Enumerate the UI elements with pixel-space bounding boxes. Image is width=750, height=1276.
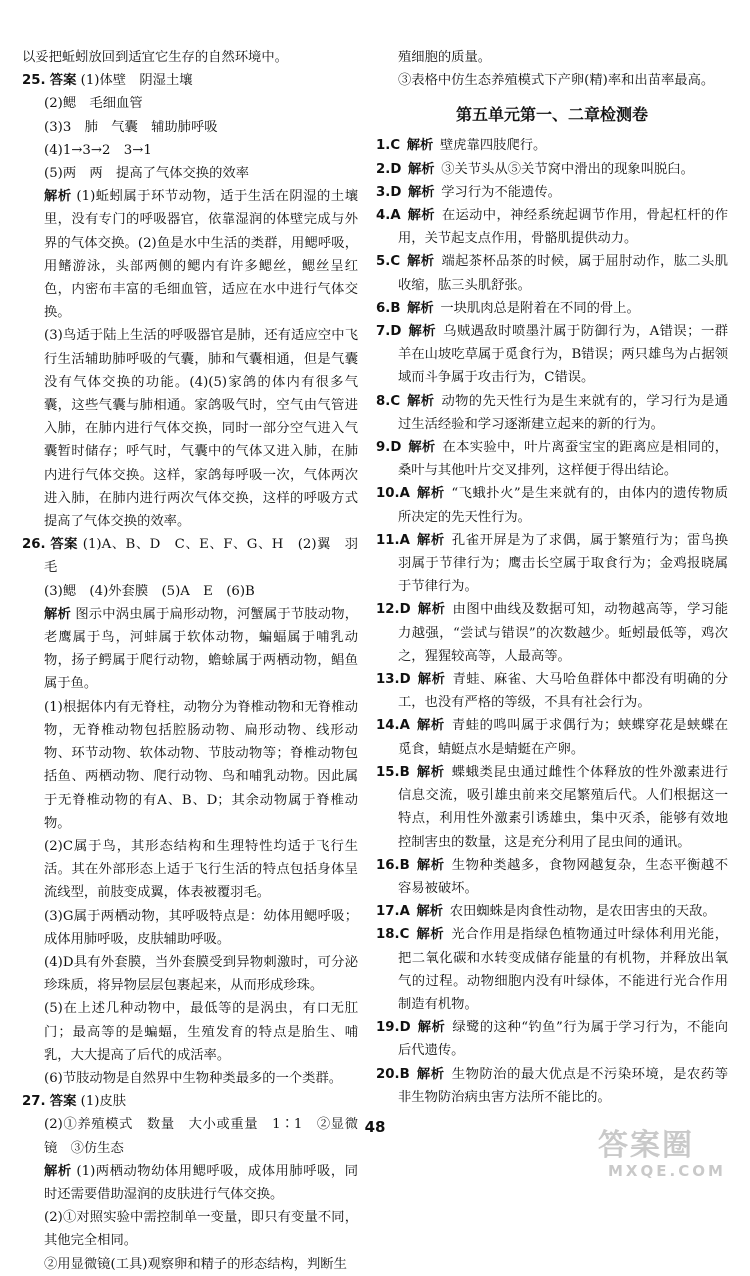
q27-answer-text: (1)皮肤 xyxy=(80,1094,127,1110)
q25-line-2: (2)鳃 毛细血管 xyxy=(44,96,143,112)
answer-item xyxy=(376,181,728,204)
item-number: 18. xyxy=(376,927,400,943)
q27-analysis-label: 解析 xyxy=(44,1163,72,1179)
item-analysis-label: 解析 xyxy=(408,184,435,200)
q25-line-3: (3)3 肺 气囊 辅助肺呼吸 xyxy=(44,119,218,135)
item-analysis-text: 端起茶杯品茶的时候，属于屈肘动作，肱二头肌收缩，肱三头肌舒张。 xyxy=(398,254,729,293)
answer-item xyxy=(376,158,728,181)
right-column xyxy=(376,46,728,1109)
continuation-line-2: ③表格中仿生态养殖模式下产卵(精)率和出苗率最高。 xyxy=(398,73,715,89)
item-analysis-text: 生物种类越多，食物网越复杂，生态平衡越不容易被破坏。 xyxy=(398,857,729,896)
q25-answer-text: (1)体壁 阴湿土壤 xyxy=(80,73,193,89)
continuation-text: 以妥把蚯蚓放回到适宜它生存的自然环境中。 xyxy=(22,50,288,65)
q25-line-5: (5)两 两 提高了气体交换的效率 xyxy=(44,166,249,182)
answer-item xyxy=(376,598,728,668)
item-analysis-text: 光合作用是指绿色植物通过叶绿体利用光能，把二氧化碳和水转变成储存能量的有机物，并释放出氧气的过程。动物细胞内没有叶绿体，不能进行光合作用制造有机物。 xyxy=(398,927,729,1012)
q27-answer xyxy=(22,1090,358,1113)
section-title: 第五单元第一、二章检测卷 xyxy=(455,105,648,125)
item-number: 4. xyxy=(376,208,391,224)
item-number: 17. xyxy=(376,904,400,920)
item-analysis-text: 孔雀开屏是为了求偶，属于繁殖行为；雷鸟换羽属于节律行为；鹰击长空属于取食行为；金鸡报晓属于节律行为。 xyxy=(398,532,729,595)
q25-number: 25. xyxy=(22,73,46,89)
watermark-logo xyxy=(598,1129,738,1181)
answer-item xyxy=(376,923,728,1016)
q26-analysis xyxy=(22,603,358,696)
item-analysis-text: 动物的先天性行为是生来就有的，学习行为是通过生活经验和学习逐渐建立起来的新的行为。 xyxy=(398,393,729,432)
item-answer: D xyxy=(390,161,402,177)
item-analysis-label: 解析 xyxy=(416,718,445,734)
item-analysis-text: 绿鹭的这种“钓鱼”行为属于学习行为，不能向后代遗传。 xyxy=(398,1020,728,1059)
item-analysis-text: 学习行为不能遗传。 xyxy=(441,184,561,200)
item-answer: A xyxy=(399,486,410,502)
item-number: 12. xyxy=(376,602,400,618)
item-number: 8. xyxy=(376,393,391,409)
q26-para-5: (5)在上述几种动物中，最低等的是涡虫，有口无肛门；最高等的是蝙蝠，生殖发育的特点是胎生、哺乳，大大提高了后代的成活率。 xyxy=(44,1001,358,1063)
item-analysis-label: 解析 xyxy=(416,904,444,920)
spacer xyxy=(410,718,417,733)
item-answer: C xyxy=(390,393,401,409)
item-analysis-label: 解析 xyxy=(408,440,436,456)
item-number: 16. xyxy=(376,857,400,873)
item-answer: C xyxy=(390,138,401,154)
q26-number: 26. xyxy=(22,537,46,553)
item-analysis-text: ③关节头从⑤关节窝中滑出的现象叫脱臼。 xyxy=(441,161,694,177)
item-number: 5. xyxy=(376,254,391,270)
item-analysis-label: 解析 xyxy=(416,764,445,780)
q25-analysis xyxy=(22,185,358,324)
q26-answer xyxy=(22,533,358,579)
item-analysis-label: 解析 xyxy=(416,486,445,502)
item-answer: A xyxy=(390,208,401,224)
q26-answer-text: (1)A、B、D C、E、F、G、H (2)翼 羽毛 xyxy=(44,537,359,576)
answer-item xyxy=(376,482,728,528)
q27-para-1: (2)①对照实验中需控制单一变量，即只有变量不同，其他完全相同。 xyxy=(44,1210,358,1249)
item-analysis-text: 一块肌肉总是附着在不同的骨上。 xyxy=(440,300,640,316)
left-column xyxy=(22,46,358,1276)
item-analysis-label: 解析 xyxy=(416,1066,445,1082)
q27-para-2: ②用显微镜(工具)观察卵和精子的形态结构，判断生 xyxy=(44,1256,347,1272)
spacer xyxy=(410,533,417,548)
item-number: 1. xyxy=(376,138,391,154)
answer-list xyxy=(376,134,728,1109)
item-number: 7. xyxy=(376,324,391,340)
item-analysis-label: 解析 xyxy=(407,300,434,316)
item-analysis-text: 乌贼遇敌时喷墨汁属于防御行为，A错误；一群羊在山坡吃草属于觅食行为，B错误；两只雄鸟为占据领域而斗争属于攻击行为，C错误。 xyxy=(398,324,729,386)
spacer xyxy=(400,394,407,409)
q27-analysis xyxy=(22,1160,358,1206)
item-answer: D xyxy=(390,440,402,456)
item-analysis-text: 农田蜘蛛是肉食性动物，是农田害虫的天敌。 xyxy=(449,904,716,920)
q26-line-2: (3)鳃 (4)外套膜 (5)A E (6)B xyxy=(44,583,255,599)
item-analysis-text: 青蛙、麻雀、大马哈鱼群体中都没有明确的分工，也没有严格的等级，不具有社会行为。 xyxy=(398,672,729,711)
spacer xyxy=(410,486,417,501)
q27-line-2: (2)①养殖模式 数量 大小或重量 1∶1 ②显微镜 ③仿生态 xyxy=(44,1117,358,1156)
answer-item xyxy=(376,297,728,320)
item-analysis-label: 解析 xyxy=(415,927,445,943)
q26-answer-label: 答案 xyxy=(50,537,78,553)
q27-answer-label: 答案 xyxy=(49,1094,77,1110)
item-analysis-label: 解析 xyxy=(406,138,434,154)
item-answer: D xyxy=(390,184,402,200)
item-analysis-text: “飞蛾扑火”是生来就有的，由体内的遗传物质所决定的先天性行为。 xyxy=(398,486,729,525)
item-answer: D xyxy=(399,602,411,618)
q26-para-3: (3)G属于两栖动物，其呼吸特点是：幼体用鳃呼吸；成体用肺呼吸，皮肤辅助呼吸。 xyxy=(44,908,358,947)
q26-analysis-label: 解析 xyxy=(44,606,71,622)
q26-para-6: (6)节肢动物是自然界中生物种类最多的一个类群。 xyxy=(44,1070,343,1086)
item-answer: B xyxy=(390,300,401,316)
item-analysis-label: 解析 xyxy=(417,602,446,618)
item-number: 11. xyxy=(376,532,400,548)
spacer xyxy=(445,1020,452,1035)
q25-analysis-text: (1)蚯蚓属于环节动物，适于生活在阴湿的土壤里，没有专门的呼吸器官，依靠湿润的体壁完成与外界的气体交换。(2)鱼是水中生活的类群，用鳃呼吸，用鳍游泳，头部两侧的鳃内有许多鳃丝，鳃丝呈红色，内密布丰富的毛细血管，适应在水中进行气体交换。 xyxy=(44,189,358,321)
item-answer: A xyxy=(399,718,410,734)
answer-item xyxy=(376,529,728,599)
spacer xyxy=(443,904,450,919)
item-number: 19. xyxy=(376,1020,400,1036)
answer-item xyxy=(376,320,728,390)
item-answer: D xyxy=(399,672,411,688)
spacer xyxy=(436,324,443,339)
item-analysis-label: 解析 xyxy=(408,161,435,177)
item-number: 15. xyxy=(376,764,400,780)
item-analysis-text: 在本实验中，叶片离蚕宝宝的距离应是相同的，桑叶与其他叶片交叉排列，这样便于得出结论。 xyxy=(398,440,728,479)
spacer xyxy=(409,927,416,942)
item-answer: B xyxy=(399,857,410,873)
answer-item xyxy=(376,204,728,250)
item-analysis-text: 生物防治的最大优点是不污染环境，是农药等非生物防治病虫害方法所不能比的。 xyxy=(398,1066,729,1105)
answer-item xyxy=(376,1063,728,1109)
answer-item xyxy=(376,134,728,157)
item-answer: A xyxy=(399,532,410,548)
answer-item xyxy=(376,436,728,482)
spacer xyxy=(433,138,440,153)
spacer xyxy=(400,138,407,153)
item-number: 6. xyxy=(376,300,391,316)
item-analysis-text: 青蛙的鸣叫属于求偶行为；蛱蝶穿花是蛱蝶在觅食，蜻蜓点水是蜻蜓在产卵。 xyxy=(398,718,729,757)
item-answer: C xyxy=(399,927,410,943)
continuation-line-1: 殖细胞的质量。 xyxy=(398,50,492,65)
answer-item xyxy=(376,1016,728,1062)
item-answer: D xyxy=(390,324,402,340)
q27-analysis-text: (1)两栖动物幼体用鳃呼吸，成体用肺呼吸，同时还需要借助湿润的皮肤进行气体交换。 xyxy=(44,1163,358,1202)
item-analysis-text: 在运动中，神经系统起调节作用，骨起杠杆的作用，关节起支点作用，骨骼肌提供动力。 xyxy=(398,208,728,247)
q25-line-4: (4)1→3→2 3→1 xyxy=(44,142,152,158)
spacer xyxy=(410,904,417,919)
item-analysis-label: 解析 xyxy=(417,1020,446,1036)
spacer xyxy=(435,208,442,223)
item-answer: B xyxy=(399,1066,410,1082)
answer-item xyxy=(376,900,728,923)
q25-answer xyxy=(22,69,358,92)
item-analysis-label: 解析 xyxy=(408,324,437,340)
item-analysis-label: 解析 xyxy=(416,532,445,548)
item-number: 10. xyxy=(376,486,400,502)
item-number: 20. xyxy=(376,1066,400,1082)
item-number: 3. xyxy=(376,184,391,200)
item-analysis-label: 解析 xyxy=(407,208,435,224)
spacer xyxy=(400,254,407,269)
item-answer: C xyxy=(390,254,401,270)
item-analysis-label: 解析 xyxy=(406,393,435,409)
q26-analysis-text: 图示中涡虫属于扁形动物，河蟹属于节肢动物，老鹰属于鸟，河蚌属于软体动物，蝙蝠属于哺乳动物，扬子鳄属于爬行动物，蟾蜍属于两栖动物，鲳鱼属于鱼。 xyxy=(44,606,359,692)
answer-item xyxy=(376,761,728,854)
spacer xyxy=(444,927,451,942)
q26-para-4: (4)D具有外套膜，当外套膜受到异物刺激时，可分泌珍珠质，将异物层层包裹起来，从而形成珍珠。 xyxy=(44,954,358,994)
q26-para-2: (2)C属于鸟，其形态结构和生理特性均适于飞行生活。其在外部形态上适于飞行生活的特点包括身体呈流线型，前肢变成翼，体表被覆羽毛。 xyxy=(44,838,358,901)
watermark-text: 答案圈 xyxy=(598,1128,694,1163)
item-number: 2. xyxy=(376,161,391,177)
item-answer: D xyxy=(399,1020,411,1036)
q25-analysis-label: 解析 xyxy=(44,189,72,205)
item-analysis-text: 蝶蛾类昆虫通过雌性个体释放的性外激素进行信息交流，吸引雄虫前来交尾繁殖后代。人们根据这一特点，利用性外激素引诱雄虫，集中灭杀，能够有效地控制害虫的数量，这是充分利用了昆虫间的通讯。 xyxy=(398,764,729,850)
q25-analysis-2: (3)鸟适于陆上生活的呼吸器官是肺，还有适应空中飞行生活辅助肺呼吸的气囊，肺和气囊相通，但是气囊没有气体交换的功能。(4)(5)家鸽的体内有很多气囊，这些气囊与肺相通。家鸽吸气时，空气由气管进入肺，在肺内进行气体交换，同时一部分空气进入气囊暂时储存；呼气时，气囊中的气体又进入肺，在肺内进行气体交换。这样，家鸽每呼吸一次，气体两次进入肺，在肺内进行两次气体交换，这样的呼吸方式提高了气体交换的效率。 xyxy=(44,328,358,530)
watermark-url: MXQE.COM xyxy=(608,1162,726,1180)
item-number: 14. xyxy=(376,718,400,734)
answer-item xyxy=(376,668,728,714)
answer-item xyxy=(376,390,728,436)
q26-para-1: (1)根据体内有无脊柱，动物分为脊椎动物和无脊椎动物，无脊椎动物包括腔肠动物、扁形动物、线形动物、环节动物、软体动物、节肢动物等；脊椎动物包括鱼、两栖动物、爬行动物、鸟和哺乳动物。因此属于无脊椎动物的有A、B、D；其余动物属于脊椎动物。 xyxy=(44,699,358,831)
answer-item xyxy=(376,854,728,900)
q25-answer-label: 答案 xyxy=(49,73,77,89)
item-answer: B xyxy=(399,764,410,780)
item-answer: A xyxy=(399,904,410,920)
item-analysis-text: 由图中曲线及数据可知，动物越高等，学习能力越强，“尝试与错误”的次数越少。蚯蚓最低等，鸡次之，猩猩较高等，人最高等。 xyxy=(398,602,729,664)
item-number: 9. xyxy=(376,440,391,456)
item-analysis-label: 解析 xyxy=(406,254,435,270)
item-analysis-label: 解析 xyxy=(416,857,445,873)
item-analysis-text: 壁虎靠四肢爬行。 xyxy=(439,138,547,154)
answer-item xyxy=(376,250,728,296)
answer-item xyxy=(376,714,728,760)
item-number: 13. xyxy=(376,672,400,688)
q27-number: 27. xyxy=(22,1094,46,1110)
page-number: 48 xyxy=(364,1118,386,1136)
item-analysis-label: 解析 xyxy=(417,672,446,688)
